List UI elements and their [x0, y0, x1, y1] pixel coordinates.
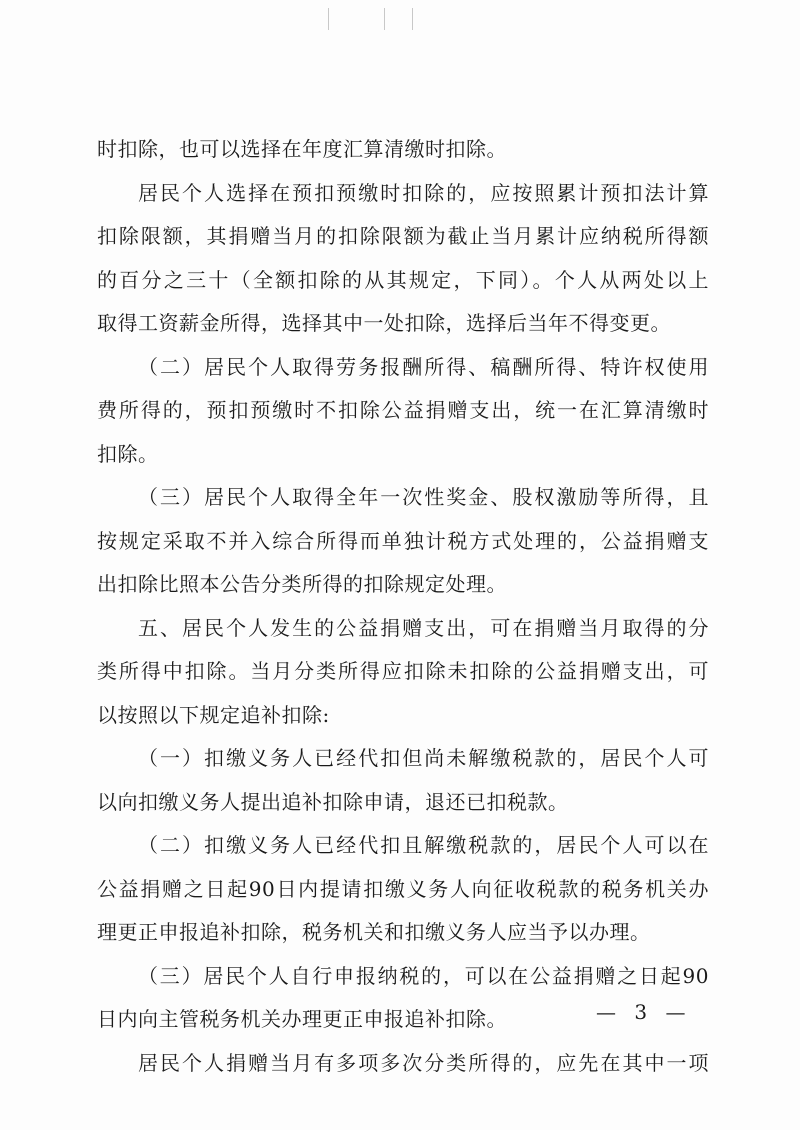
text-line: 时扣除，也可以选择在年度汇算清缴时扣除。: [97, 137, 507, 161]
text-line: 理更正申报追补扣除，税务机关和扣缴义务人应当予以办理。: [97, 920, 651, 944]
text-line: （一）扣缴义务人已经代扣但尚未解缴税款的，居民个人可: [138, 746, 709, 770]
text-line: 按规定采取不并入综合所得而单独计税方式处理的，公益捐赠支: [97, 528, 709, 553]
text-line: 日内向主管税务机关办理更正申报追补扣除。: [97, 1007, 507, 1031]
text-line: 扣除。: [97, 441, 159, 466]
text-line: （三）居民个人自行申报纳税的，可以在公益捐赠之日起90: [138, 963, 709, 988]
text-line: 费所得的，预扣预缴时不扣除公益捐赠支出，统一在汇算清缴时: [97, 398, 709, 422]
binding-mark-center: [384, 8, 385, 30]
text-line: 类所得中扣除。当月分类所得应扣除未扣除的公益捐赠支出，可: [97, 659, 709, 683]
text-line: 以按照以下规定追补扣除:: [97, 702, 330, 727]
text-line: （二）居民个人取得劳务报酬所得、稿酬所得、特许权使用: [138, 354, 709, 379]
text-line: 居民个人捐赠当月有多项多次分类所得的，应先在其中一项: [138, 1050, 709, 1075]
document-body: [97, 128, 709, 1085]
binding-mark-left: [328, 8, 329, 30]
text-line: 扣除限额，其捐赠当月的扣除限额为截止当月累计应纳税所得额: [97, 224, 709, 248]
text-line: （三）居民个人取得全年一次性奖金、股权激励等所得，且: [138, 485, 709, 509]
text-line: 五、居民个人发生的公益捐赠支出，可在捐赠当月取得的分: [138, 615, 709, 640]
text-line: 出扣除比照本公告分类所得的扣除规定处理。: [97, 572, 507, 596]
page-number: — 3 —: [596, 1000, 692, 1024]
text-line: 以向扣缴义务人提出追补扣除申请，退还已扣税款。: [97, 789, 569, 814]
text-line: 居民个人选择在预扣预缴时扣除的，应按照累计预扣法计算: [138, 180, 709, 205]
text-line: 取得工资薪金所得，选择其中一处扣除，选择后当年不得变更。: [97, 311, 671, 335]
text-line: （二）扣缴义务人已经代扣且解缴税款的，居民个人可以在: [138, 833, 709, 857]
binding-mark-right: [412, 8, 413, 30]
text-line: 公益捐赠之日起90日内提请扣缴义务人向征收税款的税务机关办: [97, 876, 709, 901]
text-line: 的百分之三十（全额扣除的从其规定，下同）。个人从两处以上: [97, 267, 709, 292]
